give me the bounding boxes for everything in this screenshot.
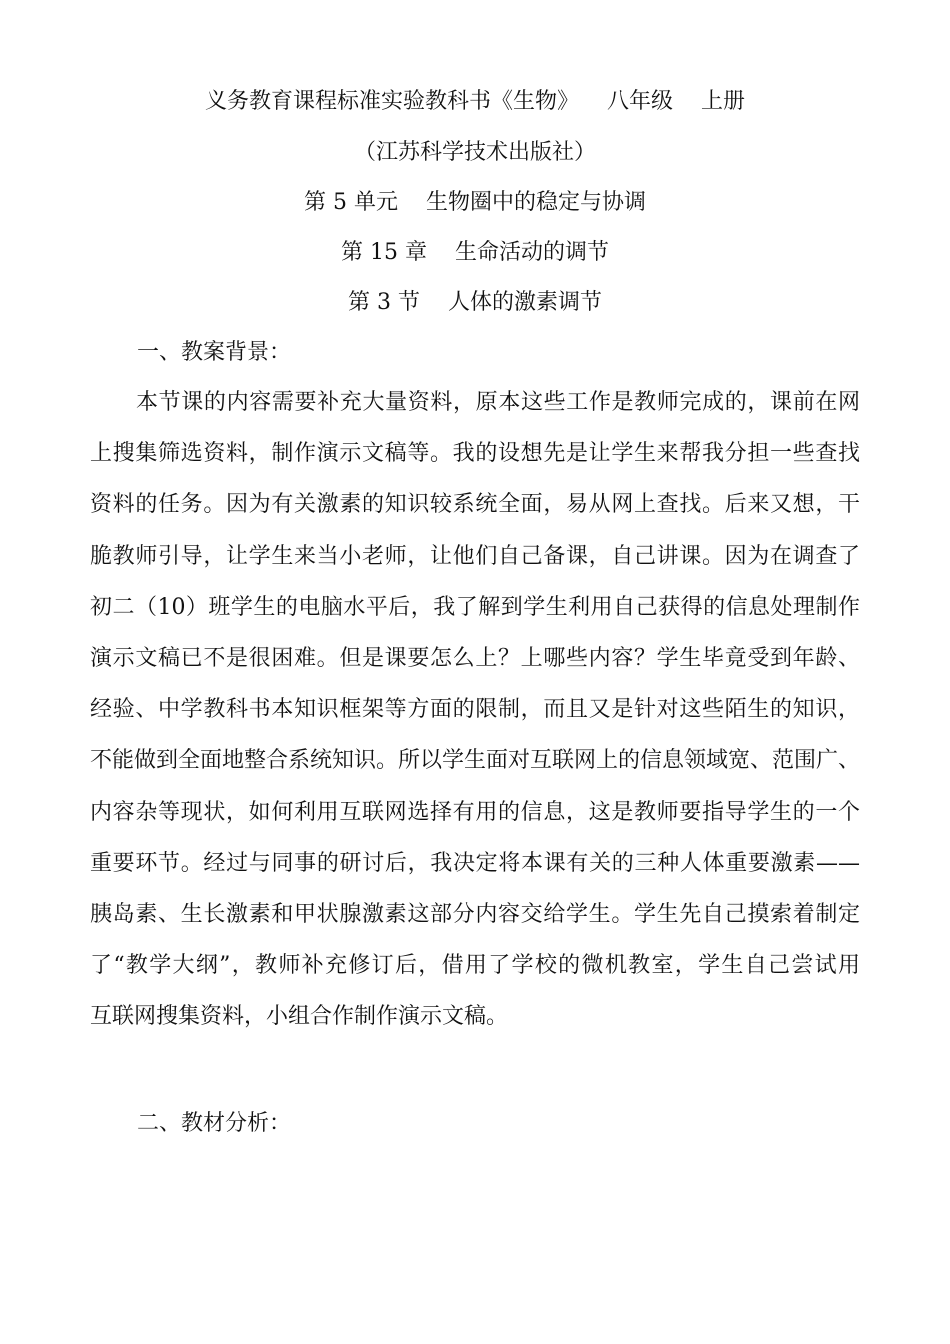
paragraph-line: 了“教学大纲”，教师补充修订后，借用了学校的微机教室，学生自己尝试用 — [90, 953, 860, 979]
paragraph-line: 资料的任务。因为有关激素的知识较系统全面，易从网上查找。后来又想，干 — [90, 492, 860, 518]
paragraph-line: 初二（10）班学生的电脑水平后，我了解到学生利用自己获得的信息处理制作 — [90, 594, 860, 620]
paragraph-line: 不能做到全面地整合系统知识。所以学生面对互联网上的信息领域宽、范围广、 — [90, 748, 861, 774]
section-heading-textbook-analysis: 二、教材分析： — [137, 1111, 292, 1136]
paragraph-line: 本节课的内容需要补充大量资料，原本这些工作是教师完成的，课前在网 — [136, 390, 860, 415]
background-paragraph — [90, 388, 860, 1053]
paragraph-line: 内容杂等现状，如何利用互联网选择有用的信息，这是教师要指导学生的一个 — [90, 799, 860, 825]
paragraph-line: 上搜集筛选资料，制作演示文稿等。我的设想先是让学生来帮我分担一些查找 — [90, 441, 860, 467]
section-title-line: 第 3 节 人体的激素调节 — [348, 290, 602, 315]
book-title-line: 义务教育课程标准实验教科书《生物》 八年级 上册 — [205, 89, 745, 114]
paragraph-line: 胰岛素、生长激素和甲状腺激素这部分内容交给学生。学生先自己摸索着制定 — [90, 901, 860, 927]
unit-title-line: 第 5 单元 生物圈中的稳定与协调 — [304, 190, 646, 215]
paragraph-line: 脆教师引导，让学生来当小老师，让他们自己备课，自己讲课。因为在调查了 — [90, 543, 860, 569]
section-heading-background: 一、教案背景： — [137, 340, 292, 365]
paragraph-line: 重要环节。经过与同事的研讨后，我决定将本课有关的三种人体重要激素—— — [90, 850, 860, 876]
chapter-title-line: 第 15 章 生命活动的调节 — [341, 240, 609, 265]
publisher-line: （江苏科学技术出版社） — [353, 140, 596, 165]
paragraph-line: 演示文稿已不是很困难。但是课要怎么上？上哪些内容？学生毕竟受到年龄、 — [90, 645, 860, 671]
paragraph-line: 互联网搜集资料，小组合作制作演示文稿。 — [90, 1004, 509, 1030]
paragraph-line: 经验、中学教科书本知识框架等方面的限制，而且又是针对这些陌生的知识， — [90, 697, 860, 723]
